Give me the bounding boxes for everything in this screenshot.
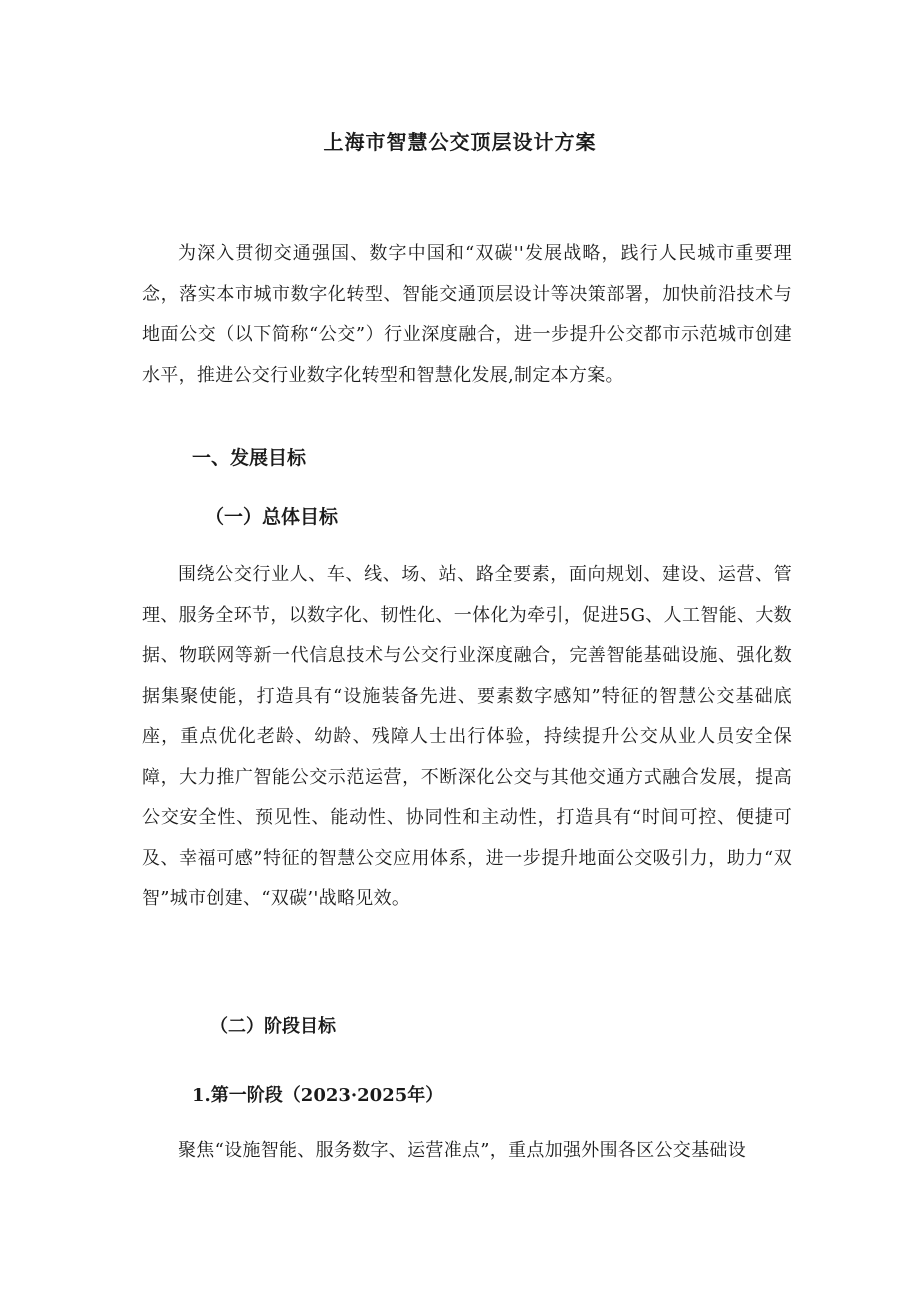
intro-paragraph: 为深入贯彻交通强国、数字中国和“双碳''发展战略，践行人民城市重要理念，落实本市城市数字化转型、智能交通顶层设计等决策部署，加快前沿技术与地面公交（以下简称“公交”）行业深度融合，进一步提升公交都市示范城市创建水平，推进公交行业数字化转型和智慧化发展,制定本方案。 bbox=[142, 243, 792, 386]
document-title: 上海市智慧公交顶层设计方案 bbox=[323, 130, 597, 154]
phase1-paragraph: 聚焦“设施智能、服务数字、运营准点”，重点加强外围各区公交基础设 bbox=[178, 1140, 747, 1161]
subsection-heading-overall-goals: （一）总体目标 bbox=[205, 506, 339, 528]
subsection-heading-phase-goals: （二）阶段目标 bbox=[210, 1016, 336, 1037]
section-heading-development-goals: 一、发展目标 bbox=[192, 447, 307, 469]
overall-goals-paragraph: 围绕公交行业人、车、线、场、站、路全要素，面向规划、建设、运营、管理、服务全环节，以数字化、韧性化、一体化为牵引，促进5G、人工智能、大数据、物联网等新一代信息技术与公交行业深度融合，完善智能基础设施、强化数据集聚使能，打造具有“设施装备先进、要素数字感知”特征的智慧公交基础底座，重点优化老龄、幼龄、残障人士出行体验，持续提升公交从业人员安全保障，大力推广智能公交示范运营，不断深化公交与其他交通方式融合发展，提高公交安全性、预见性、能动性、协同性和主动性，打造具有“时间可控、便捷可及、幸福可感”特征的智慧公交应用体系，进一步提升地面公交吸引力，助力“双智”城市创建、“双碳’'战略见效。 bbox=[142, 564, 792, 909]
phase1-heading: 1.第一阶段（2023·2025年） bbox=[192, 1085, 444, 1106]
